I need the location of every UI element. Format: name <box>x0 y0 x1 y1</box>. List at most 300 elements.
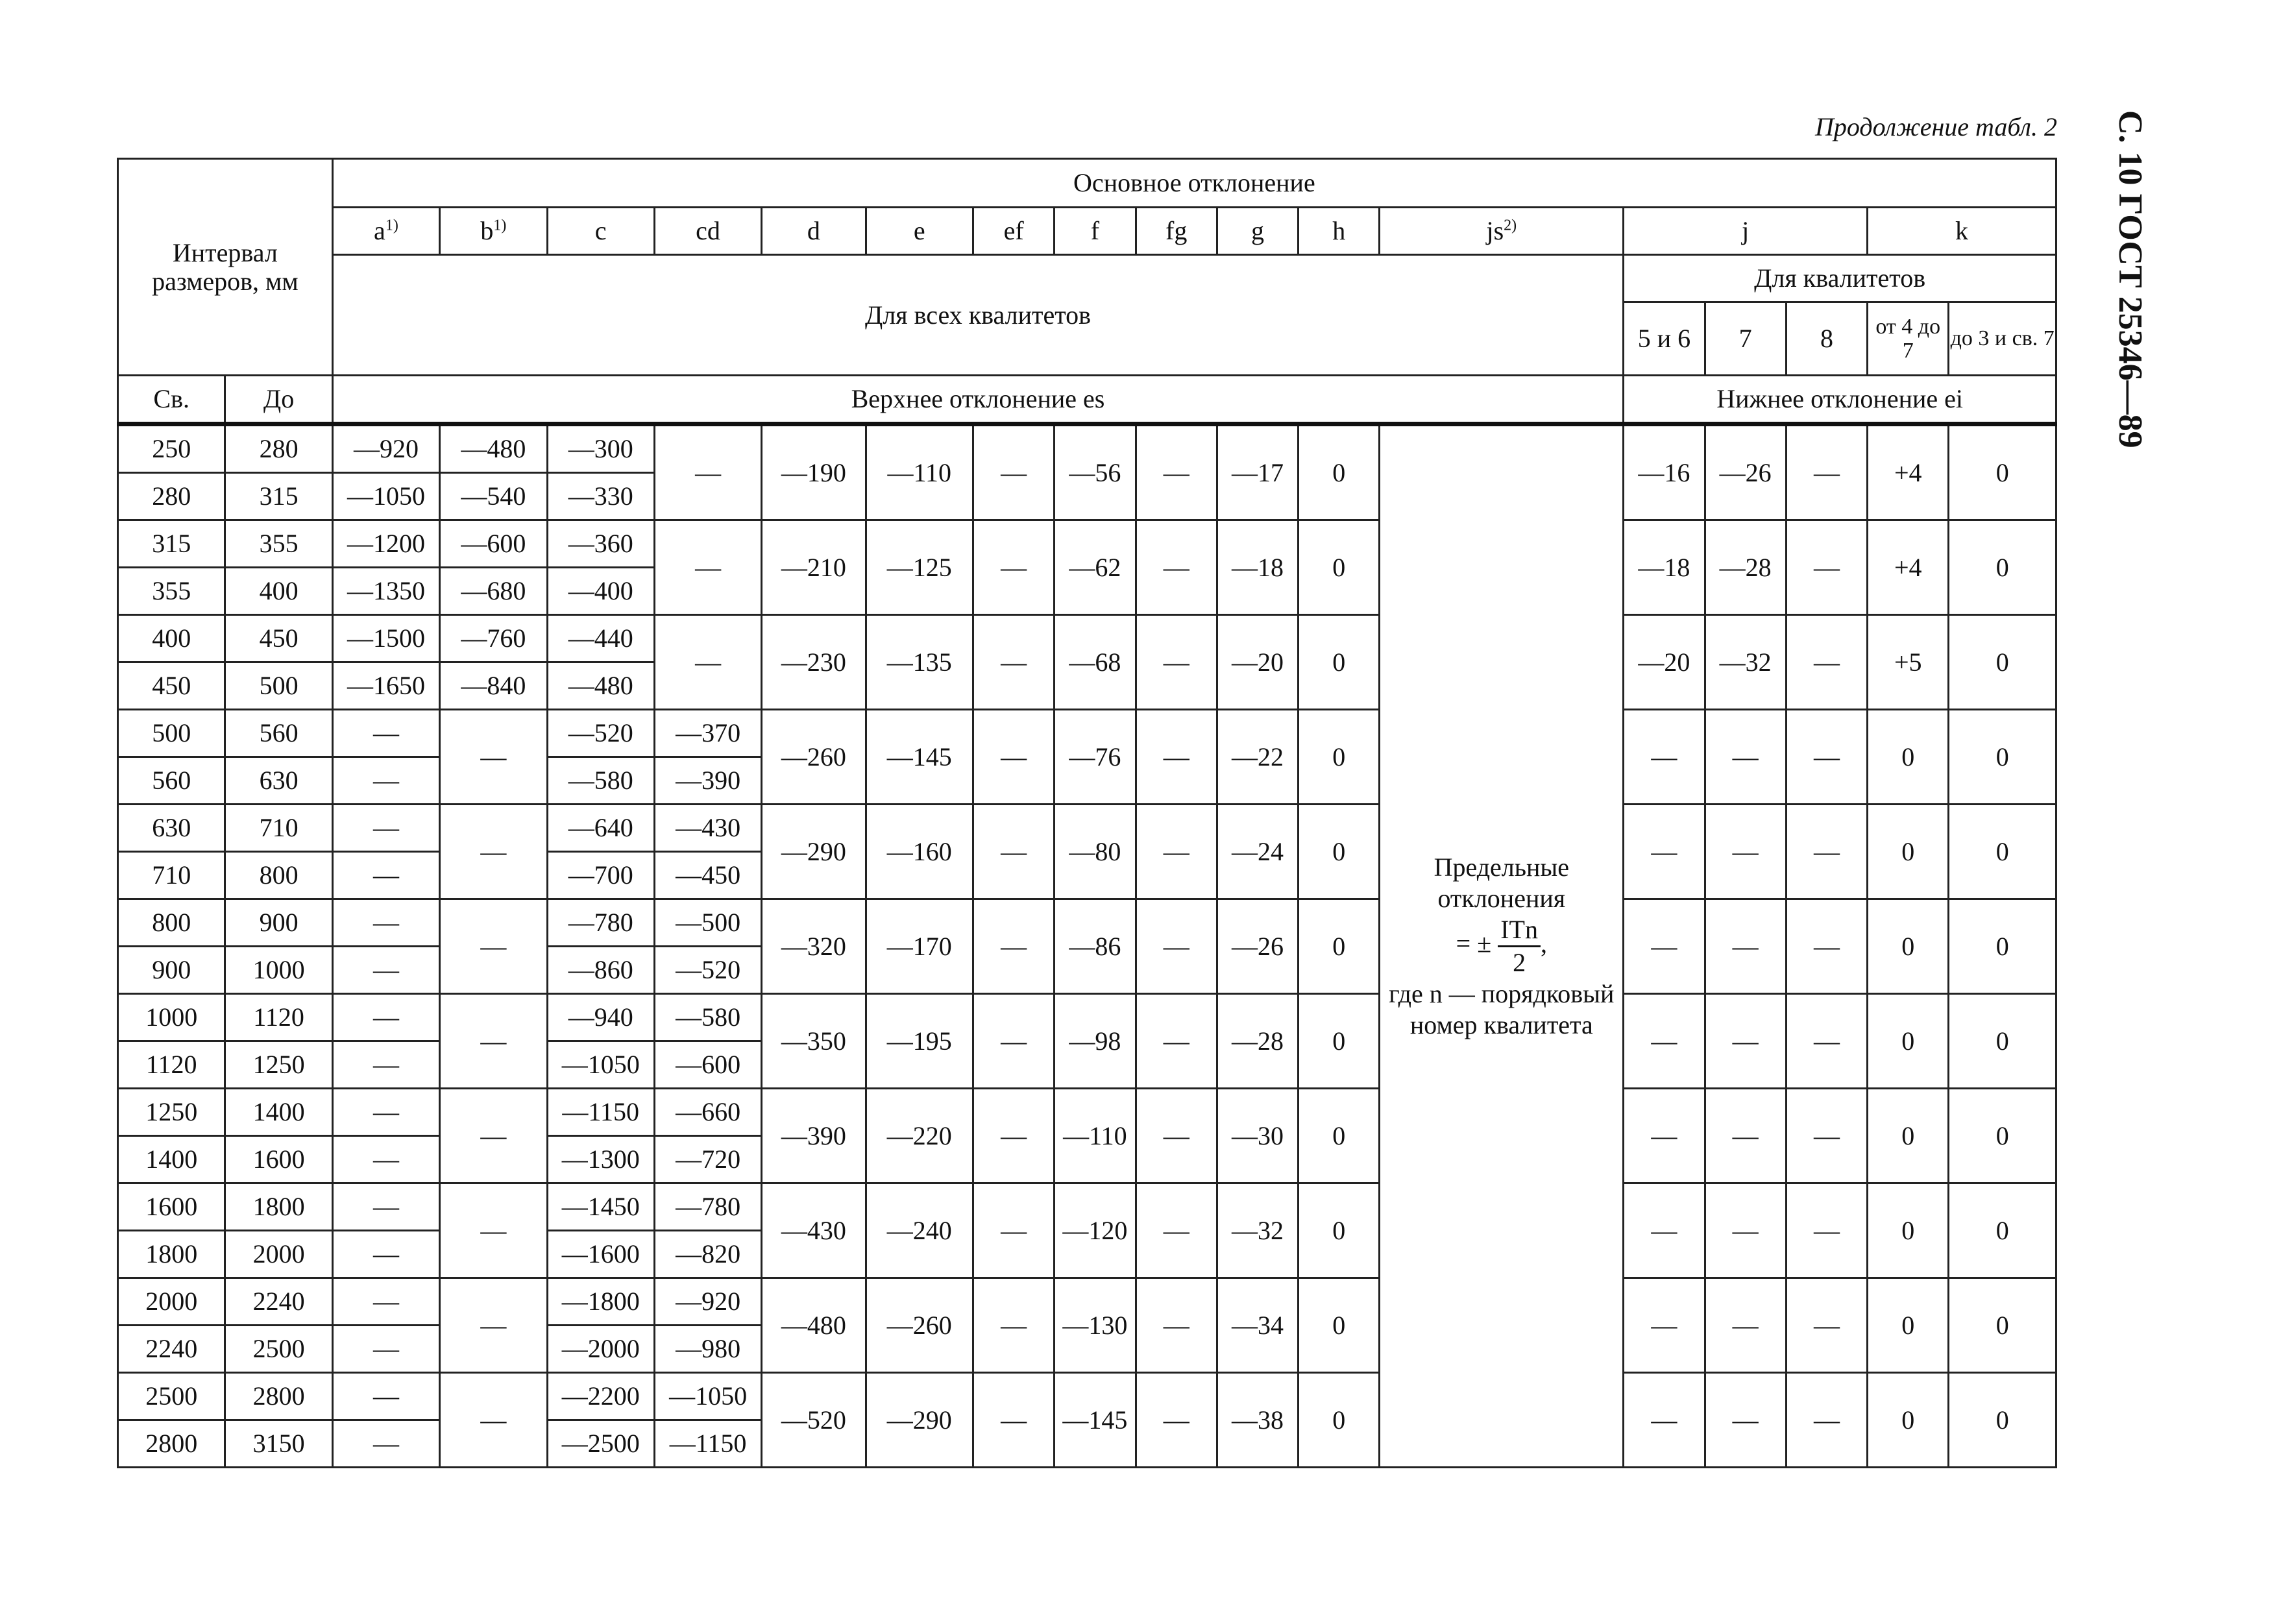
js-fraction-den: 2 <box>1513 948 1526 977</box>
j2-cell: — <box>1705 805 1786 899</box>
a-cell: — <box>332 899 439 947</box>
cd-cell: —390 <box>654 757 761 805</box>
cd-cell: —500 <box>654 899 761 947</box>
from-cell: 280 <box>118 473 225 520</box>
c-cell: —2000 <box>547 1326 654 1373</box>
to-cell: 1400 <box>225 1089 332 1136</box>
cd-cell: —980 <box>654 1326 761 1373</box>
k2-cell: 0 <box>1949 1278 2056 1373</box>
j2-cell: — <box>1705 1089 1786 1183</box>
to-cell: 280 <box>225 424 332 473</box>
d-cell: —480 <box>762 1278 866 1373</box>
k-grade-4-7: от 4 до 7 <box>1868 302 1949 376</box>
k1-cell: 0 <box>1868 899 1949 994</box>
f-cell: —145 <box>1055 1373 1136 1468</box>
table-row <box>118 899 2056 947</box>
to-cell: 560 <box>225 710 332 757</box>
table-row <box>118 1373 2056 1420</box>
j3-cell: — <box>1786 520 1867 615</box>
fg-cell: — <box>1136 805 1217 899</box>
d-cell: —260 <box>762 710 866 805</box>
f-cell: —56 <box>1055 424 1136 520</box>
g-cell: —24 <box>1217 805 1298 899</box>
g-cell: —17 <box>1217 424 1298 520</box>
col-js-header <box>1380 208 1624 255</box>
e-cell: —260 <box>866 1278 973 1373</box>
j3-cell: — <box>1786 424 1867 520</box>
cd-cell: —580 <box>654 994 761 1041</box>
fg-cell: — <box>1136 520 1217 615</box>
side-title <box>2109 110 2148 474</box>
d-cell: —210 <box>762 520 866 615</box>
j-grade-5-6: 5 и 6 <box>1624 302 1705 376</box>
to-cell: 2800 <box>225 1373 332 1420</box>
e-cell: —170 <box>866 899 973 994</box>
upper-deviation-header: Верхнее отклонение es <box>332 376 1624 424</box>
d-cell: —350 <box>762 994 866 1089</box>
to-cell: 900 <box>225 899 332 947</box>
from-cell: 250 <box>118 424 225 473</box>
fg-cell: — <box>1136 424 1217 520</box>
fg-cell: — <box>1136 1183 1217 1278</box>
h-cell: 0 <box>1299 1089 1380 1183</box>
j1-cell: — <box>1624 1278 1705 1373</box>
a-cell: — <box>332 1089 439 1136</box>
e-cell: —145 <box>866 710 973 805</box>
col-j-header: j <box>1624 208 1868 255</box>
interval-header: Интервал размеров, мм <box>118 159 333 376</box>
a-cell: — <box>332 1326 439 1373</box>
a-cell: — <box>332 1183 439 1231</box>
b-cell: —680 <box>440 568 547 615</box>
ef-cell: — <box>973 805 1054 899</box>
c-cell: —1300 <box>547 1136 654 1183</box>
a-cell: — <box>332 1231 439 1278</box>
b-cell: —760 <box>440 615 547 662</box>
to-cell: 3150 <box>225 1420 332 1468</box>
f-cell: —68 <box>1055 615 1136 710</box>
from-cell: 900 <box>118 947 225 994</box>
a-cell: —1350 <box>332 568 439 615</box>
e-cell: —125 <box>866 520 973 615</box>
c-cell: —1150 <box>547 1089 654 1136</box>
to-cell: 1600 <box>225 1136 332 1183</box>
cd-cell: —1050 <box>654 1373 761 1420</box>
k1-cell: 0 <box>1868 710 1949 805</box>
to-cell: 1000 <box>225 947 332 994</box>
b-cell: —600 <box>440 520 547 568</box>
c-cell: —400 <box>547 568 654 615</box>
col-k-header: k <box>1868 208 2056 255</box>
j2-cell: — <box>1705 1278 1786 1373</box>
a-cell: — <box>332 852 439 899</box>
js-fraction-num: ITn <box>1498 914 1541 947</box>
e-cell: —220 <box>866 1089 973 1183</box>
c-cell: —1800 <box>547 1278 654 1326</box>
d-cell: —390 <box>762 1089 866 1183</box>
js-note-line2: где n — порядковый номер квалитета <box>1389 979 1615 1039</box>
footnote-mark-a: 1) <box>385 217 398 234</box>
d-cell: —230 <box>762 615 866 710</box>
fg-cell: — <box>1136 710 1217 805</box>
a-cell: — <box>332 1278 439 1326</box>
from-cell: 800 <box>118 899 225 947</box>
js-formula-comma: , <box>1540 928 1547 958</box>
cd-cell: —450 <box>654 852 761 899</box>
b-cell: — <box>440 899 547 994</box>
table-row <box>118 615 2056 662</box>
cd-cell: —920 <box>654 1278 761 1326</box>
js-note-line1: Предельные отклонения <box>1433 853 1570 913</box>
g-cell: —34 <box>1217 1278 1298 1373</box>
b-cell: — <box>440 994 547 1089</box>
cd-cell: — <box>654 424 761 520</box>
f-cell: —130 <box>1055 1278 1136 1373</box>
to-cell: 400 <box>225 568 332 615</box>
a-cell: — <box>332 1373 439 1420</box>
to-cell: 800 <box>225 852 332 899</box>
j1-cell: —18 <box>1624 520 1705 615</box>
continuation-label: Продолжение табл. 2 <box>1814 112 2057 141</box>
j2-cell: — <box>1705 710 1786 805</box>
ef-cell: — <box>973 1278 1054 1373</box>
a-cell: —1050 <box>332 473 439 520</box>
g-cell: —32 <box>1217 1183 1298 1278</box>
c-cell: —520 <box>547 710 654 757</box>
a-cell: — <box>332 994 439 1041</box>
col-g-header: g <box>1217 208 1298 255</box>
j-grade-7: 7 <box>1705 302 1786 376</box>
fg-cell: — <box>1136 1373 1217 1468</box>
j1-cell: — <box>1624 710 1705 805</box>
to-cell: 2500 <box>225 1326 332 1373</box>
j2-cell: — <box>1705 899 1786 994</box>
to-cell: 450 <box>225 615 332 662</box>
cd-cell: —780 <box>654 1183 761 1231</box>
k1-cell: 0 <box>1868 1278 1949 1373</box>
f-cell: —80 <box>1055 805 1136 899</box>
k2-cell: 0 <box>1949 615 2056 710</box>
d-cell: —430 <box>762 1183 866 1278</box>
from-cell: 500 <box>118 710 225 757</box>
table-row <box>118 805 2056 852</box>
c-cell: —2500 <box>547 1420 654 1468</box>
to-cell: 2240 <box>225 1278 332 1326</box>
c-cell: —640 <box>547 805 654 852</box>
j2-cell: — <box>1705 1373 1786 1468</box>
table-row <box>118 994 2056 1041</box>
letter-a: a <box>374 216 385 245</box>
from-cell: 355 <box>118 568 225 615</box>
js-note <box>1380 852 1622 1041</box>
col-cd-header: cd <box>654 208 761 255</box>
ef-cell: — <box>973 520 1054 615</box>
fg-cell: — <box>1136 899 1217 994</box>
c-cell: —300 <box>547 424 654 473</box>
k2-cell: 0 <box>1949 710 2056 805</box>
j-grade-8: 8 <box>1786 302 1867 376</box>
a-cell: —1500 <box>332 615 439 662</box>
col-c-header: c <box>547 208 654 255</box>
b-cell: —840 <box>440 662 547 710</box>
j1-cell: — <box>1624 1183 1705 1278</box>
ef-cell: — <box>973 899 1054 994</box>
table-row <box>118 1183 2056 1231</box>
d-cell: —320 <box>762 899 866 994</box>
cd-cell: —820 <box>654 1231 761 1278</box>
f-cell: —120 <box>1055 1183 1136 1278</box>
k-grade-3-over7: до 3 и св. 7 <box>1949 302 2056 376</box>
k1-cell: +5 <box>1868 615 1949 710</box>
js-cell <box>1380 424 1624 1468</box>
a-cell: — <box>332 1041 439 1089</box>
j2-cell: —32 <box>1705 615 1786 710</box>
to-cell: 500 <box>225 662 332 710</box>
g-cell: —22 <box>1217 710 1298 805</box>
k2-cell: 0 <box>1949 994 2056 1089</box>
to-cell: 2000 <box>225 1231 332 1278</box>
from-cell: 2500 <box>118 1373 225 1420</box>
c-cell: —360 <box>547 520 654 568</box>
c-cell: —1600 <box>547 1231 654 1278</box>
col-f-header: f <box>1055 208 1136 255</box>
f-cell: —76 <box>1055 710 1136 805</box>
e-cell: —240 <box>866 1183 973 1278</box>
b-cell: — <box>440 710 547 805</box>
j3-cell: — <box>1786 1183 1867 1278</box>
b-cell: —480 <box>440 424 547 473</box>
table-row <box>118 1278 2056 1326</box>
j3-cell: — <box>1786 899 1867 994</box>
c-cell: —780 <box>547 899 654 947</box>
js-formula <box>1380 914 1622 978</box>
c-cell: —1050 <box>547 1041 654 1089</box>
h-cell: 0 <box>1299 1278 1380 1373</box>
a-cell: —920 <box>332 424 439 473</box>
from-cell: 2240 <box>118 1326 225 1373</box>
from-cell: 450 <box>118 662 225 710</box>
for-grades-header: Для квалитетов <box>1624 255 2056 302</box>
j1-cell: — <box>1624 805 1705 899</box>
ef-cell: — <box>973 710 1054 805</box>
all-grades-header: Для всех квалитетов <box>332 255 1624 376</box>
cd-cell: —1150 <box>654 1420 761 1468</box>
c-cell: —860 <box>547 947 654 994</box>
e-cell: —195 <box>866 994 973 1089</box>
j1-cell: — <box>1624 994 1705 1089</box>
table-body <box>118 424 2056 1468</box>
k2-cell: 0 <box>1949 1089 2056 1183</box>
ef-cell: — <box>973 424 1054 520</box>
d-cell: —190 <box>762 424 866 520</box>
k2-cell: 0 <box>1949 805 2056 899</box>
c-cell: —940 <box>547 994 654 1041</box>
j3-cell: — <box>1786 615 1867 710</box>
j1-cell: —16 <box>1624 424 1705 520</box>
to-cell: 1800 <box>225 1183 332 1231</box>
from-header: Св. <box>118 376 225 424</box>
cd-cell: —720 <box>654 1136 761 1183</box>
e-cell: —290 <box>866 1373 973 1468</box>
from-cell: 1600 <box>118 1183 225 1231</box>
from-cell: 2800 <box>118 1420 225 1468</box>
k1-cell: 0 <box>1868 994 1949 1089</box>
k1-cell: 0 <box>1868 1089 1949 1183</box>
from-cell: 1250 <box>118 1089 225 1136</box>
a-cell: — <box>332 757 439 805</box>
j3-cell: — <box>1786 805 1867 899</box>
to-header: До <box>225 376 332 424</box>
j3-cell: — <box>1786 1373 1867 1468</box>
from-cell: 1000 <box>118 994 225 1041</box>
to-cell: 710 <box>225 805 332 852</box>
h-cell: 0 <box>1299 424 1380 520</box>
c-cell: —700 <box>547 852 654 899</box>
c-cell: —580 <box>547 757 654 805</box>
letter-b: b <box>480 216 494 245</box>
k2-cell: 0 <box>1949 520 2056 615</box>
h-cell: 0 <box>1299 710 1380 805</box>
g-cell: —28 <box>1217 994 1298 1089</box>
k1-cell: +4 <box>1868 520 1949 615</box>
a-cell: —1650 <box>332 662 439 710</box>
side-title-text: С. 10 ГОСТ 25346—89 <box>2112 110 2149 448</box>
e-cell: —135 <box>866 615 973 710</box>
cd-cell: —430 <box>654 805 761 852</box>
f-cell: —86 <box>1055 899 1136 994</box>
a-cell: — <box>332 1420 439 1468</box>
ef-cell: — <box>973 1089 1054 1183</box>
j1-cell: — <box>1624 899 1705 994</box>
e-cell: —160 <box>866 805 973 899</box>
f-cell: —62 <box>1055 520 1136 615</box>
j3-cell: — <box>1786 1278 1867 1373</box>
table-row <box>118 710 2056 757</box>
g-cell: —30 <box>1217 1089 1298 1183</box>
j3-cell: — <box>1786 710 1867 805</box>
a-cell: — <box>332 947 439 994</box>
col-d-header: d <box>762 208 866 255</box>
h-cell: 0 <box>1299 520 1380 615</box>
j1-cell: —20 <box>1624 615 1705 710</box>
g-cell: —26 <box>1217 899 1298 994</box>
h-cell: 0 <box>1299 994 1380 1089</box>
b-cell: — <box>440 1183 547 1278</box>
b-cell: — <box>440 805 547 899</box>
h-cell: 0 <box>1299 899 1380 994</box>
fg-cell: — <box>1136 1278 1217 1373</box>
b-cell: —540 <box>440 473 547 520</box>
b-cell: — <box>440 1089 547 1183</box>
g-cell: —38 <box>1217 1373 1298 1468</box>
d-cell: —520 <box>762 1373 866 1468</box>
c-cell: —440 <box>547 615 654 662</box>
from-cell: 400 <box>118 615 225 662</box>
from-cell: 2000 <box>118 1278 225 1326</box>
to-cell: 355 <box>225 520 332 568</box>
cd-cell: —600 <box>654 1041 761 1089</box>
from-cell: 710 <box>118 852 225 899</box>
to-cell: 630 <box>225 757 332 805</box>
j2-cell: — <box>1705 994 1786 1089</box>
table-row <box>118 1089 2056 1136</box>
j2-cell: —28 <box>1705 520 1786 615</box>
col-e-header: e <box>866 208 973 255</box>
j2-cell: — <box>1705 1183 1786 1278</box>
c-cell: —480 <box>547 662 654 710</box>
ef-cell: — <box>973 615 1054 710</box>
ef-cell: — <box>973 1183 1054 1278</box>
b-cell: — <box>440 1278 547 1373</box>
from-cell: 630 <box>118 805 225 852</box>
g-cell: —20 <box>1217 615 1298 710</box>
from-cell: 1120 <box>118 1041 225 1089</box>
f-cell: —98 <box>1055 994 1136 1089</box>
js-fraction <box>1498 914 1541 978</box>
col-fg-header: fg <box>1136 208 1217 255</box>
ef-cell: — <box>973 1373 1054 1468</box>
letter-js: js <box>1486 216 1504 245</box>
h-cell: 0 <box>1299 1183 1380 1278</box>
col-a-header <box>332 208 439 255</box>
j3-cell: — <box>1786 994 1867 1089</box>
h-cell: 0 <box>1299 1373 1380 1468</box>
fg-cell: — <box>1136 994 1217 1089</box>
c-cell: —2200 <box>547 1373 654 1420</box>
footnote-mark-js: 2) <box>1504 217 1517 234</box>
tolerance-table <box>117 158 2057 1468</box>
k1-cell: 0 <box>1868 1183 1949 1278</box>
footnote-mark-b: 1) <box>493 217 507 234</box>
from-cell: 315 <box>118 520 225 568</box>
col-h-header: h <box>1299 208 1380 255</box>
fg-cell: — <box>1136 615 1217 710</box>
cd-cell: —660 <box>654 1089 761 1136</box>
ef-cell: — <box>973 994 1054 1089</box>
a-cell: — <box>332 1136 439 1183</box>
cd-cell: —370 <box>654 710 761 757</box>
k1-cell: 0 <box>1868 805 1949 899</box>
table-row <box>118 424 2056 473</box>
h-cell: 0 <box>1299 805 1380 899</box>
h-cell: 0 <box>1299 615 1380 710</box>
main-deviation-header: Основное отклонение <box>332 159 2056 208</box>
lower-deviation-header: Нижнее отклонение ei <box>1624 376 2056 424</box>
col-b-header <box>440 208 547 255</box>
cd-cell: — <box>654 520 761 615</box>
e-cell: —110 <box>866 424 973 520</box>
table-row <box>118 520 2056 568</box>
g-cell: —18 <box>1217 520 1298 615</box>
k1-cell: +4 <box>1868 424 1949 520</box>
d-cell: —290 <box>762 805 866 899</box>
k2-cell: 0 <box>1949 1183 2056 1278</box>
cd-cell: —520 <box>654 947 761 994</box>
j1-cell: — <box>1624 1089 1705 1183</box>
from-cell: 560 <box>118 757 225 805</box>
b-cell: — <box>440 1373 547 1468</box>
js-formula-eq: = ± <box>1456 928 1492 958</box>
from-cell: 1400 <box>118 1136 225 1183</box>
j2-cell: —26 <box>1705 424 1786 520</box>
to-cell: 315 <box>225 473 332 520</box>
from-cell: 1800 <box>118 1231 225 1278</box>
k2-cell: 0 <box>1949 899 2056 994</box>
k2-cell: 0 <box>1949 1373 2056 1468</box>
c-cell: —1450 <box>547 1183 654 1231</box>
cd-cell: — <box>654 615 761 710</box>
col-ef-header: ef <box>973 208 1054 255</box>
